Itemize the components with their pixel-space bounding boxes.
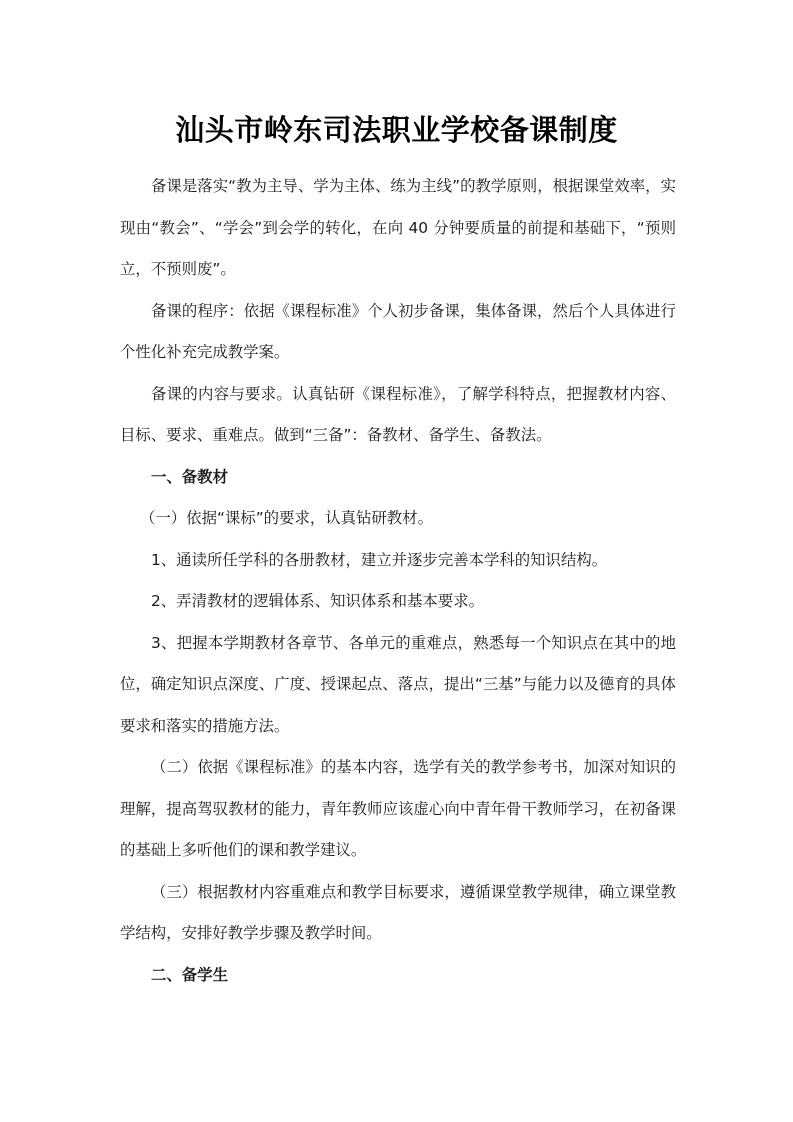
- list-item-1: 1、通读所任学科的各册教材，建立并逐步完善本学科的知识结构。: [151, 550, 608, 569]
- subitem-teaching-structure: （三）根据教材内容重难点和教学目标要求，遵循课堂教学规律，确立课堂教学结构，安排好教学步骤及教学时间。: [120, 882, 676, 942]
- paragraph-content-requirements: 备课的内容与要求。认真钻研《课程标准》，了解学科特点，把握教材内容、目标、要求、重难点。做到“三备”：备教材、备学生、备教法。: [120, 384, 676, 444]
- list-item-3: 3、把握本学期教材各章节、各单元的重难点，熟悉每一个知识点在其中的地位，确定知识点深度、广度、授课起点、落点，提出“三基”与能力以及德育的具体要求和落实的措施方法。: [120, 633, 676, 735]
- document-body: [120, 166, 676, 996]
- paragraph-procedure: 备课的程序：依据《课程标准》个人初步备课，集体备课，然后个人具体进行个性化补充完成教学案。: [120, 301, 676, 361]
- section-heading-materials: 一、备教材: [151, 467, 228, 486]
- subitem-curriculum-study: （一）依据“课标”的要求，认真钻研教材。: [140, 509, 433, 527]
- section-heading-students: 二、备学生: [151, 965, 228, 984]
- paragraph-intro: 备课是落实“教为主导、学为主体、练为主线”的教学原则，根据课堂效率，实现由“教会”、“学会”到会学的转化，在向 40 分钟要质量的前提和基础下，“预则立，不预则废”。: [120, 177, 676, 278]
- document-title: 汕头市岭东司法职业学校备课制度: [175, 113, 618, 147]
- subitem-reference-books: （二）依据《课程标准》的基本内容，选学有关的教学参考书，加深对知识的理解，提高驾驭教材的能力，青年教师应该虚心向中青年骨干教师学习，在初备课的基础上多听他们的课和教学建议。: [120, 758, 676, 859]
- list-item-2: 2、弄清教材的逻辑体系、知识体系和基本要求。: [151, 592, 484, 610]
